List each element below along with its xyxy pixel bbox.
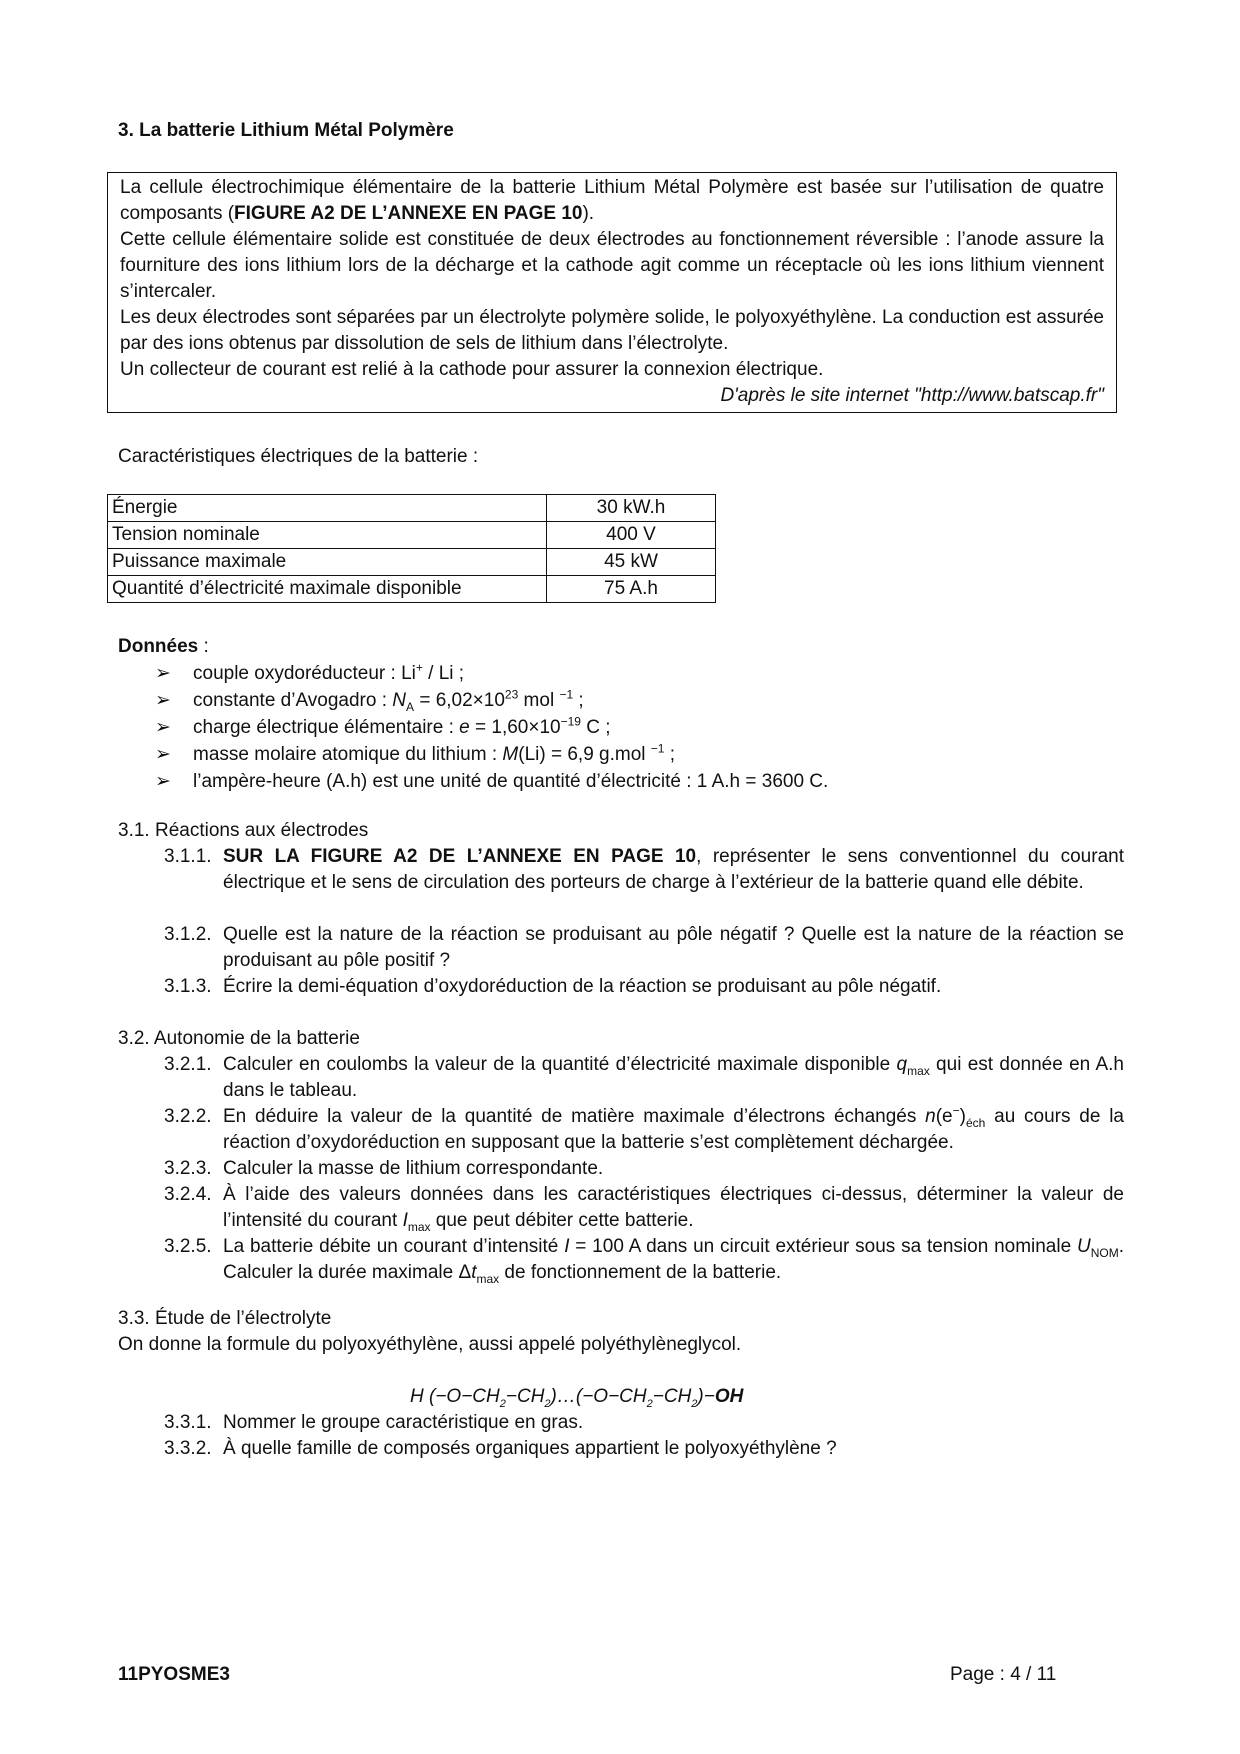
table-row [108,495,716,522]
intro-paragraph-1 [120,175,1104,227]
footer-code: 11PYOSME3 [118,1664,230,1685]
arrow-bullet-icon: ➢ [155,744,171,765]
formula-part: )− [697,1386,715,1407]
question-3-1-1 [164,844,1124,896]
text: (Li) = 6,9 g.mol [518,744,651,765]
subscript: 2 [646,1397,653,1410]
question-text: Écrire la demi-équation d’oxydoréduction de la réaction se produisant au pôle négatif. [223,976,942,997]
question-3-3-1 [164,1410,1124,1436]
formula-part: )…(−O−CH [550,1386,647,1407]
text: constante d’Avogadro : [193,690,393,711]
table-row [108,522,716,549]
question-number: 3.2.3. [164,1158,212,1179]
characteristics-table [107,494,716,603]
intro-paragraph-2: Cette cellule élémentaire solide est constituée de deux électrodes au fonctionnement réversible : l’anode assure la fourniture des ions lithium lors de la décharge et la cathode agit comme un réceptacle où les ions lithium viennent s’intercaler. [120,229,1104,302]
section-title: 3. La batterie Lithium Métal Polymère [118,120,454,141]
question-3-2-4 [164,1182,1124,1234]
question-number: 3.2.2. [164,1106,212,1127]
subscript: 2 [499,1397,506,1410]
list-item [155,714,828,741]
subscript: éch [965,1115,986,1130]
symbol: U [1076,1236,1091,1257]
superscript: −19 [560,714,581,729]
symbol: I [564,1236,570,1257]
table-cell-value: 45 kW [547,549,716,576]
list-item [155,768,828,795]
superscript: 23 [504,687,519,702]
footer-page-number: Page : 4 / 11 [950,1664,1057,1685]
question-text: À l’aide des valeurs données dans les caractéristiques électriques ci-dessus, déterminer la valeur de l’intensité du courant [223,1184,1124,1231]
formula-intro: On donne la formule du polyoxyéthylène, aussi appelé polyéthylèneglycol. [118,1334,742,1355]
chemical-formula [410,1384,743,1410]
subscript: max [407,1219,431,1234]
question-text: . Calculer la durée maximale Δ [223,1236,1124,1283]
text: = 1,60×10 [469,717,561,738]
text: mol [518,690,560,711]
text: / Li ; [422,663,465,684]
question-text: À quelle famille de composés organiques appartient le polyoxyéthylène ? [223,1438,837,1459]
table-cell-label: Énergie [108,495,547,522]
question-number: 3.3.1. [164,1412,212,1433]
question-number: 3.1.1. [164,846,212,867]
question-text: En déduire la valeur de la quantité de matière maximale d’électrons échangés [223,1106,926,1127]
donnees-list [155,660,828,795]
superscript: − [952,1103,960,1118]
text: ; [573,690,584,711]
question-3-1-2 [164,922,1124,974]
table-row [108,549,716,576]
question-3-2-3 [164,1156,1124,1182]
text: C ; [580,717,611,738]
question-3-3-2 [164,1436,1124,1462]
subsection-title-3-3: 3.3. Étude de l’électrolyte [118,1308,332,1329]
symbol: q [896,1054,908,1075]
question-text: Nommer le groupe caractéristique en gras. [223,1412,584,1433]
question-number: 3.1.2. [164,924,212,945]
text: charge électrique élémentaire : [193,717,460,738]
question-3-2-1 [164,1052,1124,1104]
question-text: Quelle est la nature de la réaction se produisant au pôle négatif ? Quelle est la nature de la réaction se produisant au pôle positif ? [223,924,1124,971]
question-3-2-5 [164,1234,1124,1286]
table-cell-label: Puissance maximale [108,549,547,576]
question-number: 3.2.1. [164,1054,212,1075]
arrow-bullet-icon: ➢ [155,771,171,792]
donnees-colon: : [198,636,209,657]
subscript: 2 [691,1397,698,1410]
question-text: ) [959,1106,966,1127]
intro-box [107,172,1117,413]
figure-reference: FIGURE A2 DE L’ANNEXE EN PAGE 10 [234,203,583,224]
table-cell-value: 30 kW.h [547,495,716,522]
question-3-2-2 [164,1104,1124,1156]
characteristics-label: Caractéristiques électriques de la batterie : [118,446,479,467]
symbol: M [502,744,519,765]
text: ; [664,744,676,765]
question-text: Calculer la masse de lithium correspondante. [223,1158,604,1179]
list-item [155,687,828,714]
question-text: qui est donnée en A.h dans le tableau. [223,1054,1124,1101]
subscript: A [406,699,415,714]
question-number: 3.2.5. [164,1236,212,1257]
intro-text: La cellule électrochimique élémentaire de la batterie Lithium Métal Polymère est basée sur l’utilisation de quatre composants ( [120,177,1104,224]
question-text: au cours de la réaction d’oxydoréduction en supposant que la batterie s’est complètement déchargée. [223,1106,1124,1153]
formula-bold-group: OH [714,1386,744,1407]
table-row [108,576,716,603]
table-cell-value: 75 A.h [547,576,716,603]
arrow-bullet-icon: ➢ [155,717,171,738]
symbol: N [392,690,407,711]
formula-part: H (−O−CH [410,1386,500,1407]
superscript: −1 [559,687,574,702]
symbol: t [471,1262,477,1283]
arrow-bullet-icon: ➢ [155,663,171,684]
symbol: I [402,1210,408,1231]
superscript: −1 [650,741,665,756]
table-cell-label: Tension nominale [108,522,547,549]
intro-source: D'après le site internet "http://www.batscap.fr" [720,385,1104,406]
donnees-title: Données [118,636,199,657]
question-text: = 100 A dans un circuit extérieur sous sa tension nominale [569,1236,1077,1257]
subscript: NOM [1090,1245,1119,1260]
text: l’ampère-heure (A.h) est une unité de quantité d’électricité : 1 A.h = 3600 C. [193,771,829,792]
subsection-title-3-1: 3.1. Réactions aux électrodes [118,820,369,841]
donnees-heading [118,634,209,660]
subsection-title-3-2: 3.2. Autonomie de la batterie [118,1028,360,1049]
intro-paragraph-4: Un collecteur de courant est relié à la cathode pour assurer la connexion électrique. [120,359,824,380]
question-text: La batterie débite un courant d’intensité [223,1236,565,1257]
formula-part: −CH [652,1386,692,1407]
text: = 6,02×10 [414,690,505,711]
question-text: de fonctionnement de la batterie. [499,1262,782,1283]
question-number: 3.1.3. [164,976,212,997]
question-text: , représenter le sens conventionnel du courant électrique et le sens de circulation des porteurs de charge à l’extérieur de la batterie quand elle débite. [223,846,1124,893]
list-item [155,741,828,768]
subscript: max [907,1063,930,1078]
question-text: que peut débiter cette batterie. [430,1210,694,1231]
symbol: n [925,1106,936,1127]
table-cell-label: Quantité d’électricité maximale disponible [108,576,547,603]
question-text: (e [935,1106,953,1127]
list-item [155,660,828,687]
text: masse molaire atomique du lithium : [193,744,503,765]
subscript: 2 [544,1397,551,1410]
question-number: 3.3.2. [164,1438,212,1459]
question-3-1-3 [164,974,1124,1000]
table-cell-value: 400 V [547,522,716,549]
formula-part: −CH [505,1386,545,1407]
intro-paragraph-3: Les deux électrodes sont séparées par un électrolyte polymère solide, le polyoxyéthylène. La conduction est assurée par des ions obtenus par dissolution de sels de lithium dans l’électrolyte. [120,307,1104,354]
superscript: + [415,660,423,675]
figure-reference: SUR LA FIGURE A2 DE L’ANNEXE EN PAGE 10 [223,846,697,867]
arrow-bullet-icon: ➢ [155,690,171,711]
question-text: Calculer en coulombs la valeur de la quantité d’électricité maximale disponible [223,1054,897,1075]
text: couple oxydoréducteur : Li [193,663,416,684]
intro-text: ). [582,203,595,224]
symbol: e [459,717,470,738]
subscript: max [476,1271,500,1286]
question-number: 3.2.4. [164,1184,212,1205]
